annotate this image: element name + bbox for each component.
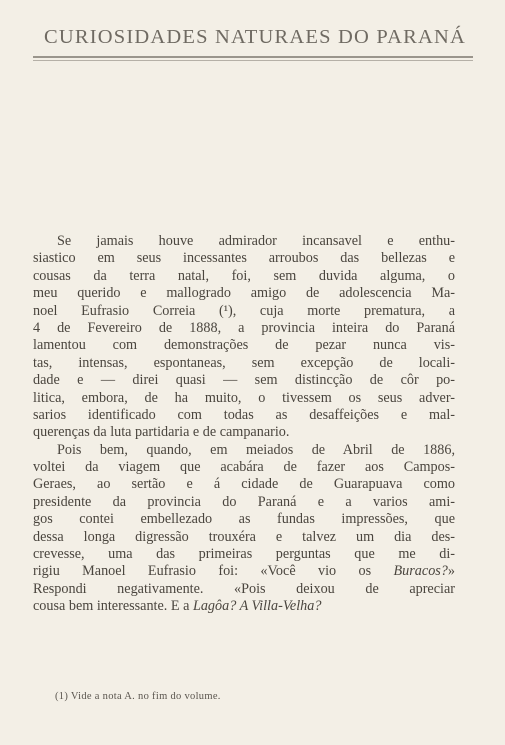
- text-line: gos contei embellezado as fundas impressões, que: [33, 511, 455, 528]
- running-header: CURIOSIDADES NATURAES DO PARANÁ: [43, 26, 466, 48]
- italic-segment: Buracos?: [393, 563, 448, 580]
- body-text: [33, 233, 455, 616]
- text-line: Geraes, ao sertão e á cidade de Guarapuava como: [33, 476, 455, 493]
- text-line: dade e — direi quasi — sem distincção de côr po-: [33, 372, 455, 389]
- text-line: 4 de Fevereiro de 1888, a provincia inteira do Paraná: [33, 319, 455, 336]
- text-line: voltei da viagem que acabára de fazer aos Campos-: [33, 459, 455, 476]
- text-line: litica, embora, de ha muito, o tivessem os seus adver-: [33, 389, 455, 406]
- text-line: querenças da luta partidaria e de campanario.: [33, 424, 290, 441]
- text-line: tas, intensas, espontaneas, sem excepção de locali-: [33, 354, 455, 371]
- italic-segment: Lagôa? A Villa-Velha?: [192, 598, 322, 615]
- text-line: lamentou com demonstrações de pezar nunca vis-: [33, 337, 455, 354]
- text-segment: rigiu Manoel Eufrasio foi: «Você vio os: [33, 563, 394, 580]
- text-line: cousas da terra natal, foi, sem duvida alguma, o: [33, 267, 455, 284]
- text-line: presidente da provincia do Paraná e a varios ami-: [33, 493, 455, 510]
- text-line: meu querido e mallogrado amigo de adolescencia Ma-: [33, 285, 455, 302]
- text-segment: cousa bem interessante. E a: [33, 598, 193, 615]
- text-line: Pois bem, quando, em meiados de Abril de 1886,: [57, 441, 455, 458]
- footnote: (1) Vide a nota A. no fim do volume.: [55, 691, 221, 702]
- text-segment: »: [447, 563, 455, 580]
- text-line: noel Eufrasio Correia (¹), cuja morte prematura, a: [33, 302, 455, 319]
- text-line: dessa longa digressão trouxéra e talvez um dia des-: [33, 528, 455, 545]
- text-line: Se jamais houve admirador incansavel e enthu-: [57, 233, 455, 249]
- text-line: Respondi negativamente. «Pois deixou de apreciar: [33, 580, 455, 597]
- header-rule: [33, 56, 473, 58]
- header-rule-thin: [33, 60, 473, 61]
- text-line: siastico em seus incessantes arroubos das bellezas e: [33, 250, 455, 267]
- text-line: sarios identificado com todas as desaffeições e mal-: [33, 406, 455, 423]
- text-line-mixed: [33, 563, 455, 580]
- text-line-mixed: [33, 598, 455, 615]
- text-line: crevesse, uma das primeiras perguntas que me di-: [33, 546, 455, 563]
